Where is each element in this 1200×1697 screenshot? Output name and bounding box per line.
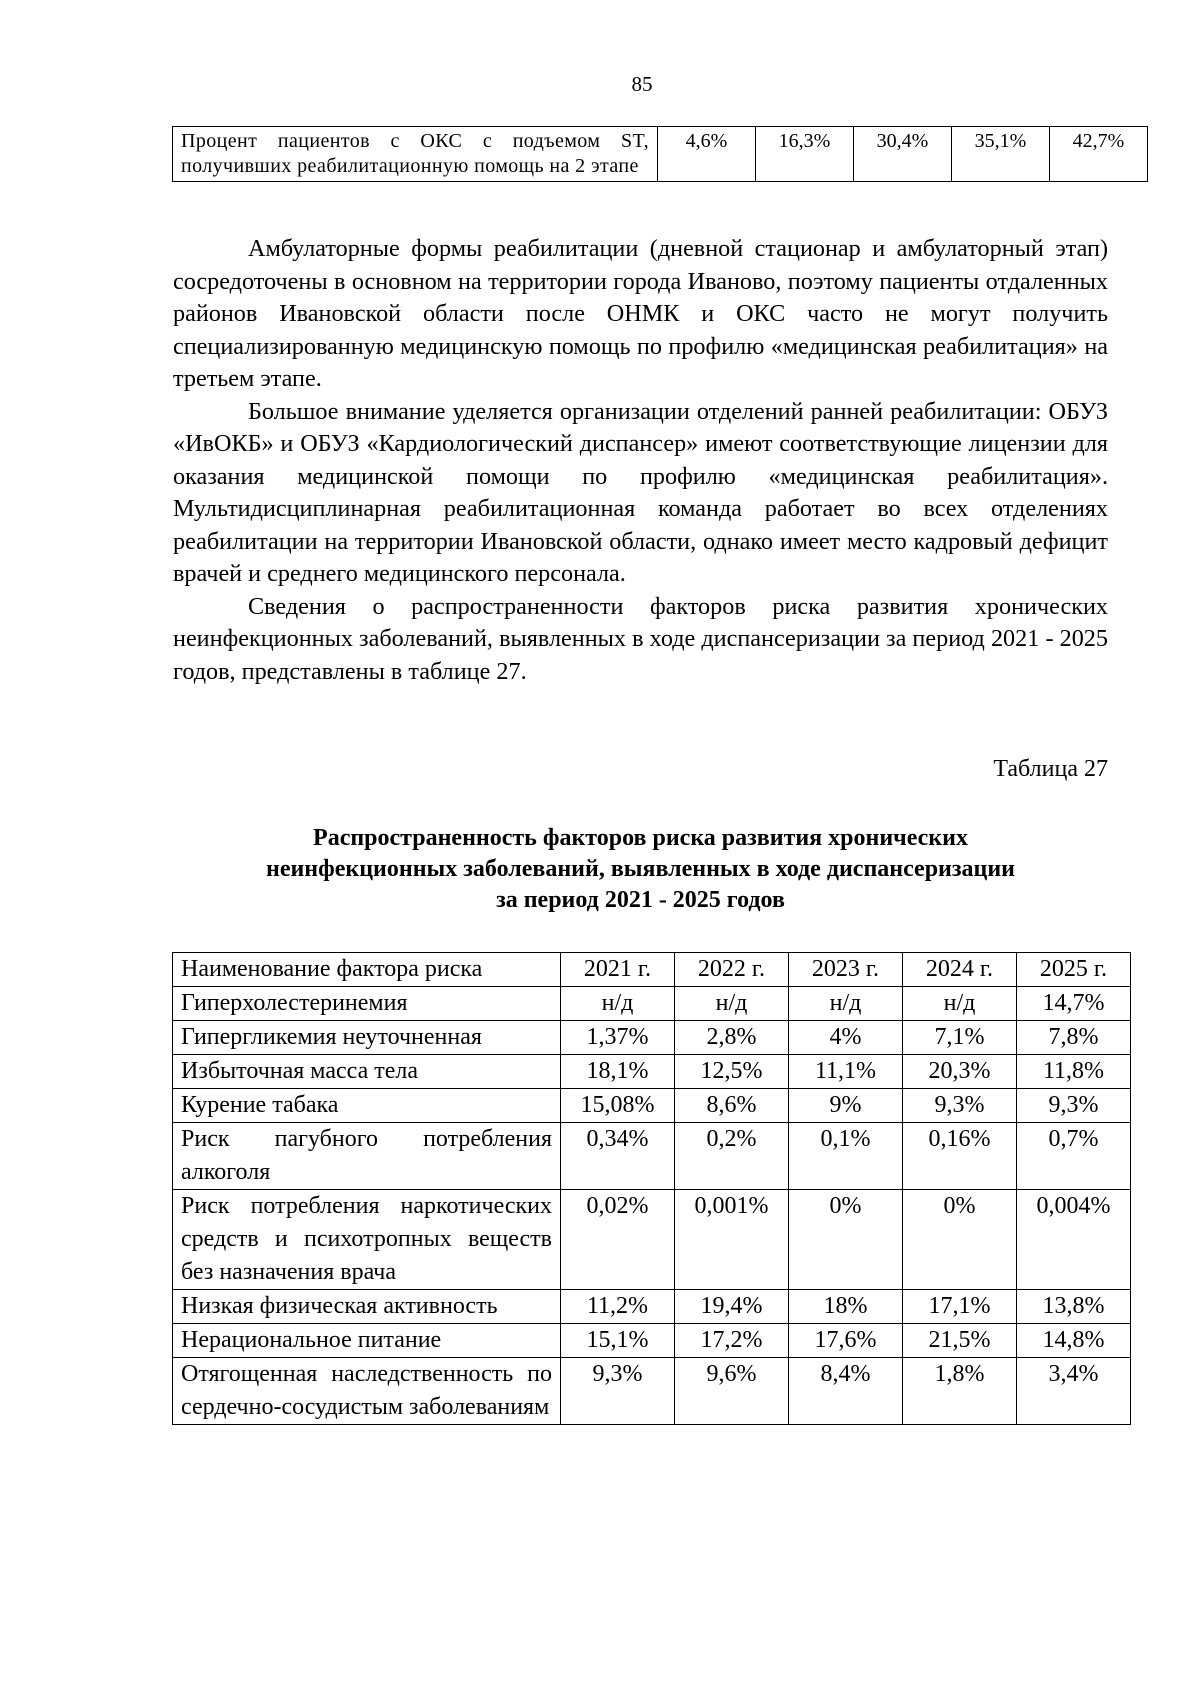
value-cell: н/д (675, 987, 789, 1021)
value-cell: 9% (789, 1089, 903, 1123)
value-cell: 15,1% (561, 1324, 675, 1358)
value-cell: 7,1% (903, 1021, 1017, 1055)
value-cell: 9,6% (675, 1358, 789, 1425)
value-cell: 3,4% (1017, 1358, 1131, 1425)
row-label: Процент пациентов с ОКС с подъемом ST, получивших реабилитационную помощь на 2 этапе (173, 127, 658, 182)
value-cell: 0% (789, 1190, 903, 1290)
table-header-row (173, 953, 1131, 987)
table-row (173, 1089, 1131, 1123)
row-label: Гипергликемия неуточненная (173, 1021, 561, 1055)
value-cell: 14,8% (1017, 1324, 1131, 1358)
value-cell: 15,08% (561, 1089, 675, 1123)
value-cell: 13,8% (1017, 1290, 1131, 1324)
value-cell: 16,3% (756, 127, 854, 182)
table-row (173, 1290, 1131, 1324)
value-cell: 0,34% (561, 1123, 675, 1190)
column-header: Наименование фактора риска (173, 953, 561, 987)
table-caption: Таблица 27 (993, 756, 1108, 782)
value-cell: 17,2% (675, 1324, 789, 1358)
value-cell: 0,7% (1017, 1123, 1131, 1190)
value-cell: 9,3% (561, 1358, 675, 1425)
table-row (173, 1190, 1131, 1290)
value-cell: 0,001% (675, 1190, 789, 1290)
table-row (173, 1358, 1131, 1425)
value-cell: 19,4% (675, 1290, 789, 1324)
table-row (173, 1055, 1131, 1089)
value-cell: 4,6% (658, 127, 756, 182)
value-cell: 18% (789, 1290, 903, 1324)
value-cell: 9,3% (1017, 1089, 1131, 1123)
column-header: 2025 г. (1017, 953, 1131, 987)
table-title-line: Распространенность факторов риска развития хронических (313, 825, 968, 851)
value-cell: 0% (903, 1190, 1017, 1290)
row-label: Избыточная масса тела (173, 1055, 561, 1089)
table-row (173, 1123, 1131, 1190)
value-cell: 17,1% (903, 1290, 1017, 1324)
value-cell: 0,2% (675, 1123, 789, 1190)
row-label: Низкая физическая активность (173, 1290, 561, 1324)
value-cell: 1,8% (903, 1358, 1017, 1425)
table-row (173, 987, 1131, 1021)
value-cell: 0,004% (1017, 1190, 1131, 1290)
value-cell: 2,8% (675, 1021, 789, 1055)
value-cell: 8,4% (789, 1358, 903, 1425)
column-header: 2024 г. (903, 953, 1017, 987)
value-cell: 42,7% (1050, 127, 1148, 182)
page-number: 85 (631, 72, 653, 96)
value-cell: 4% (789, 1021, 903, 1055)
column-header: 2023 г. (789, 953, 903, 987)
value-cell: 35,1% (952, 127, 1050, 182)
paragraph: Амбулаторные формы реабилитации (дневной стационар и амбулаторный этап) сосредоточены в основном на территории города Иваново, поэтому пациенты отдаленных районов Ивановской области после ОНМК и ОКС часто не могут получить специализированную медицинскую помощь по профилю «медицинская реабилитация» на третьем этапе. (173, 235, 1108, 392)
value-cell: 17,6% (789, 1324, 903, 1358)
row-label: Риск пагубного потребления алкоголя (173, 1123, 561, 1190)
row-label: Нерациональное питание (173, 1324, 561, 1358)
value-cell: 9,3% (903, 1089, 1017, 1123)
value-cell: н/д (789, 987, 903, 1021)
value-cell: 8,6% (675, 1089, 789, 1123)
value-cell: 11,2% (561, 1290, 675, 1324)
column-header: 2021 г. (561, 953, 675, 987)
table-title-line: за период 2021 - 2025 годов (496, 887, 785, 913)
value-cell: 0,16% (903, 1123, 1017, 1190)
value-cell: 14,7% (1017, 987, 1131, 1021)
value-cell: 0,02% (561, 1190, 675, 1290)
value-cell: 30,4% (854, 127, 952, 182)
table-row (173, 1324, 1131, 1358)
row-label: Курение табака (173, 1089, 561, 1123)
value-cell: 0,1% (789, 1123, 903, 1190)
table-row (173, 1021, 1131, 1055)
continued-table (172, 126, 1148, 182)
table-title (173, 823, 1108, 916)
value-cell: 18,1% (561, 1055, 675, 1089)
value-cell: 11,1% (789, 1055, 903, 1089)
value-cell: н/д (561, 987, 675, 1021)
value-cell: 20,3% (903, 1055, 1017, 1089)
risk-factors-table (172, 952, 1131, 1425)
paragraph: Большое внимание уделяется организации отделений ранней реабилитации: ОБУЗ «ИвОКБ» и ОБУЗ «Кардиологический диспансер» имеют соответствующие лицензии для оказания медицинской помощи по профилю «медицинская реабилитация». Мультидисциплинарная реабилитационная команда работает во всех отделениях реабилитации на территории Ивановской области, однако имеет место кадровый дефицит врачей и среднего медицинского персонала. (173, 397, 1108, 587)
value-cell: 7,8% (1017, 1021, 1131, 1055)
column-header: 2022 г. (675, 953, 789, 987)
table-title-line: неинфекционных заболеваний, выявленных в ходе диспансеризации (265, 856, 1015, 882)
value-cell: н/д (903, 987, 1017, 1021)
row-label: Гиперхолестеринемия (173, 987, 561, 1021)
value-cell: 1,37% (561, 1021, 675, 1055)
paragraph: Сведения о распространенности факторов риска развития хронических неинфекционных заболеваний, выявленных в ходе диспансеризации за период 2021 - 2025 годов, представлены в таблице 27. (173, 592, 1108, 685)
value-cell: 21,5% (903, 1324, 1017, 1358)
table-row (173, 127, 1148, 182)
value-cell: 12,5% (675, 1055, 789, 1089)
value-cell: 11,8% (1017, 1055, 1131, 1089)
row-label: Риск потребления наркотических средств и психотропных веществ без назначения врача (173, 1190, 561, 1290)
row-label: Отягощенная наследственность по сердечно-сосудистым заболеваниям (173, 1358, 561, 1425)
body-text (173, 233, 1108, 688)
